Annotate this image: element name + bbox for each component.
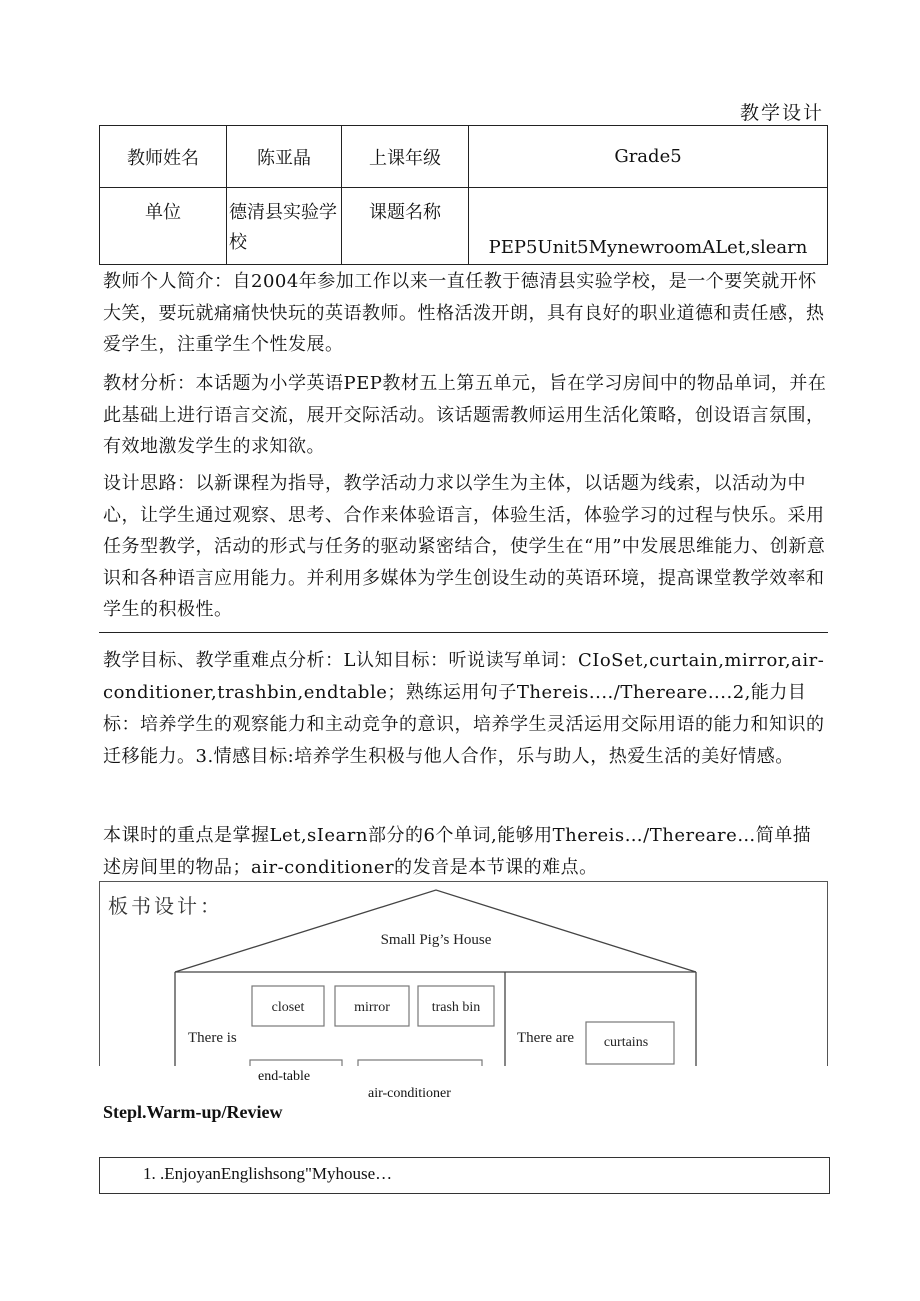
word-box-end-table bbox=[250, 1060, 342, 1066]
end-table-label: end-table bbox=[258, 1069, 311, 1084]
step1-title: Stepl.Warm-up/Review bbox=[103, 1102, 283, 1122]
unit-label: 单位 bbox=[100, 188, 227, 265]
step1-table bbox=[99, 1157, 830, 1194]
teacher-intro: 教师个人简介：自2004年参加工作以来一直任教于德清县实验学校，是一个要笑就开怀大笑，要玩就痛痛快快玩的英语教师。性格活泼开朗，具有良好的职业道德和责任感，热爱学生，注重学生个性发展。 bbox=[103, 271, 825, 355]
air-conditioner-label: air-conditioner bbox=[368, 1086, 451, 1101]
house-roof bbox=[175, 890, 696, 972]
teacher-label: 教师姓名 bbox=[100, 126, 227, 188]
blackboard-design bbox=[99, 881, 828, 1066]
teaching-goals: 教学目标、教学重难点分析：L认知目标：听说读写单词：CIoSet,curtain,mirror,air-conditioner,trashbin,endtable；熟练运用句子Thereis..../Thereare....2,能力目标：培养学生的观察能力和主动竞争的意识，培养学生灵活运用交际用语的能力和知识的迁移能力。3.情感目标:培养学生积极与他人合作，乐与助人，热爱生活的美好情感。 bbox=[103, 650, 825, 767]
topic-value: PEP5Unit5MynewroomALet,slearn bbox=[469, 188, 828, 265]
word-trash-bin: trash bin bbox=[431, 1000, 481, 1015]
word-box-air-conditioner bbox=[358, 1060, 482, 1066]
word-closet: closet bbox=[271, 1000, 305, 1015]
document-title: 教学设计 bbox=[740, 102, 825, 124]
table-row bbox=[100, 188, 828, 265]
material-analysis: 教材分析：本话题为小学英语PEP教材五上第五单元，旨在学习房间中的物品单词，并在此基础上进行语言交流，展开交际活动。该话题需教师运用生活化策略，创设语言氛围，有效地激发学生的求知欲。 bbox=[103, 373, 827, 457]
house-title: Small Pig’s House bbox=[380, 932, 492, 948]
word-mirror: mirror bbox=[354, 1000, 390, 1015]
step1-item: 1. .EnjoyanEnglishsong"Myhouse… bbox=[143, 1164, 393, 1183]
there-is-label: There is bbox=[188, 1030, 237, 1046]
key-points: 本课时的重点是掌握Let,sIearn部分的6个单词,能够用Thereis…/Thereare…简单描述房间里的物品；air-conditioner的发音是本节课的难点。 bbox=[103, 825, 812, 878]
board-title: 板书设计： bbox=[108, 894, 223, 918]
school-name: 德清县实验学校 bbox=[227, 188, 342, 265]
table-row bbox=[100, 126, 828, 188]
divider bbox=[99, 632, 828, 633]
design-ideas: 设计思路：以新课程为指导，教学活动力求以学生为主体，以话题为线索，以活动为中心，让学生通过观察、思考、合作来体验语言，体验生活，体验学习的过程与快乐。采用任务型教学，活动的形式与任务的驱动紧密结合，使学生在“用”中发展思维能力、创新意识和各种语言应用能力。并利用多媒体为学生创设生动的英语环境，提高课堂教学效率和学生的积极性。 bbox=[103, 473, 826, 620]
lesson-info-table bbox=[99, 125, 828, 265]
word-curtains: curtains bbox=[603, 1035, 649, 1050]
grade-value: Grade5 bbox=[469, 126, 828, 188]
grade-label: 上课年级 bbox=[342, 126, 469, 188]
teacher-name: 陈亚晶 bbox=[227, 126, 342, 188]
there-are-label: There are bbox=[517, 1030, 575, 1046]
topic-label: 课题名称 bbox=[342, 188, 469, 265]
house-diagram bbox=[100, 882, 827, 1066]
